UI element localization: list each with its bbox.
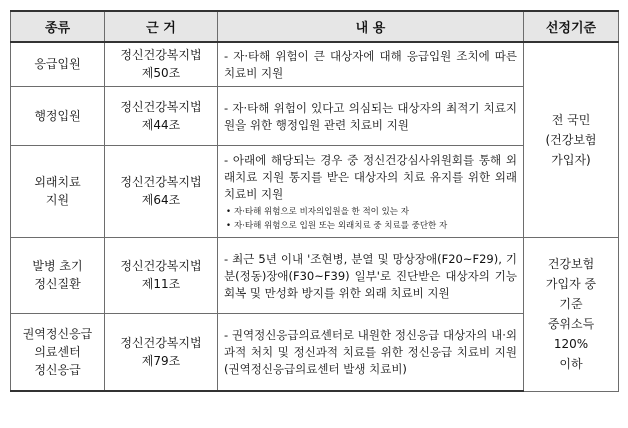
criteria-all-citizens: 전 국민 (건강보험 가입자) (524, 42, 619, 237)
row-content (218, 313, 524, 391)
row-type: 외래치료 지원 (11, 145, 105, 237)
row-content-text: - 최근 5년 이내 '조현병, 분열 및 망상장애(F20~F29), 기분(정동)장애(F30~F39) 일부'로 진단받은 대상자의 기능회복 및 만성화 방지를 위한 외래 치료비 지원 (224, 251, 517, 300)
row-law: 정신건강복지법 제11조 (105, 237, 218, 313)
header-criteria: 선정기준 (524, 11, 619, 42)
row-type: 응급입원 (11, 42, 105, 86)
row-content-text: - 아래에 해당되는 경우 중 정신건강심사위원회를 통해 외래치료 지원 통지를 받은 대상자의 치료 유지를 위한 외래 치료비 지원 (224, 152, 517, 201)
row-law: 정신건강복지법 제50조 (105, 42, 218, 86)
row-content (218, 42, 524, 86)
row-type: 권역정신응급 의료센터 정신응급 (11, 313, 105, 391)
row-content-text: - 권역정신응급의료센터로 내원한 정신응급 대상자의 내·외과적 처치 및 정신과적 치료를 위한 정신응급 치료비 지원(권역정신응급의료센터 발생 치료비) (224, 328, 517, 377)
header-row (11, 11, 619, 42)
row-type: 발병 초기 정신질환 (11, 237, 105, 313)
table-row (11, 42, 619, 86)
row-law: 정신건강복지법 제44조 (105, 86, 218, 145)
criteria-income: 건강보험 가입자 중 기준 중위소득 120% 이하 (524, 237, 619, 391)
support-table-container (10, 10, 618, 392)
row-content-text: - 자·타해 위험이 있다고 의심되는 대상자의 최적기 치료지원을 위한 행정입원 관련 치료비 지원 (224, 100, 517, 132)
row-content (218, 237, 524, 313)
support-table (10, 10, 619, 392)
row-law: 정신건강복지법 제79조 (105, 313, 218, 391)
row-content (218, 86, 524, 145)
row-type: 행정입원 (11, 86, 105, 145)
table-row (11, 237, 619, 313)
row-content-text: - 자·타해 위험이 큰 대상자에 대해 응급입원 조치에 따른 치료비 지원 (224, 49, 517, 81)
header-type: 종류 (11, 11, 105, 42)
header-content: 내 용 (218, 11, 524, 42)
note-list (224, 205, 517, 233)
note-item: • 자·타해 위험으로 비자의입원을 한 적이 있는 자 (224, 205, 517, 219)
row-content (218, 145, 524, 237)
note-item: • 자·타해 위험으로 입원 또는 외래치료 중 치료를 중단한 자 (224, 219, 517, 233)
row-law: 정신건강복지법 제64조 (105, 145, 218, 237)
header-law: 근 거 (105, 11, 218, 42)
